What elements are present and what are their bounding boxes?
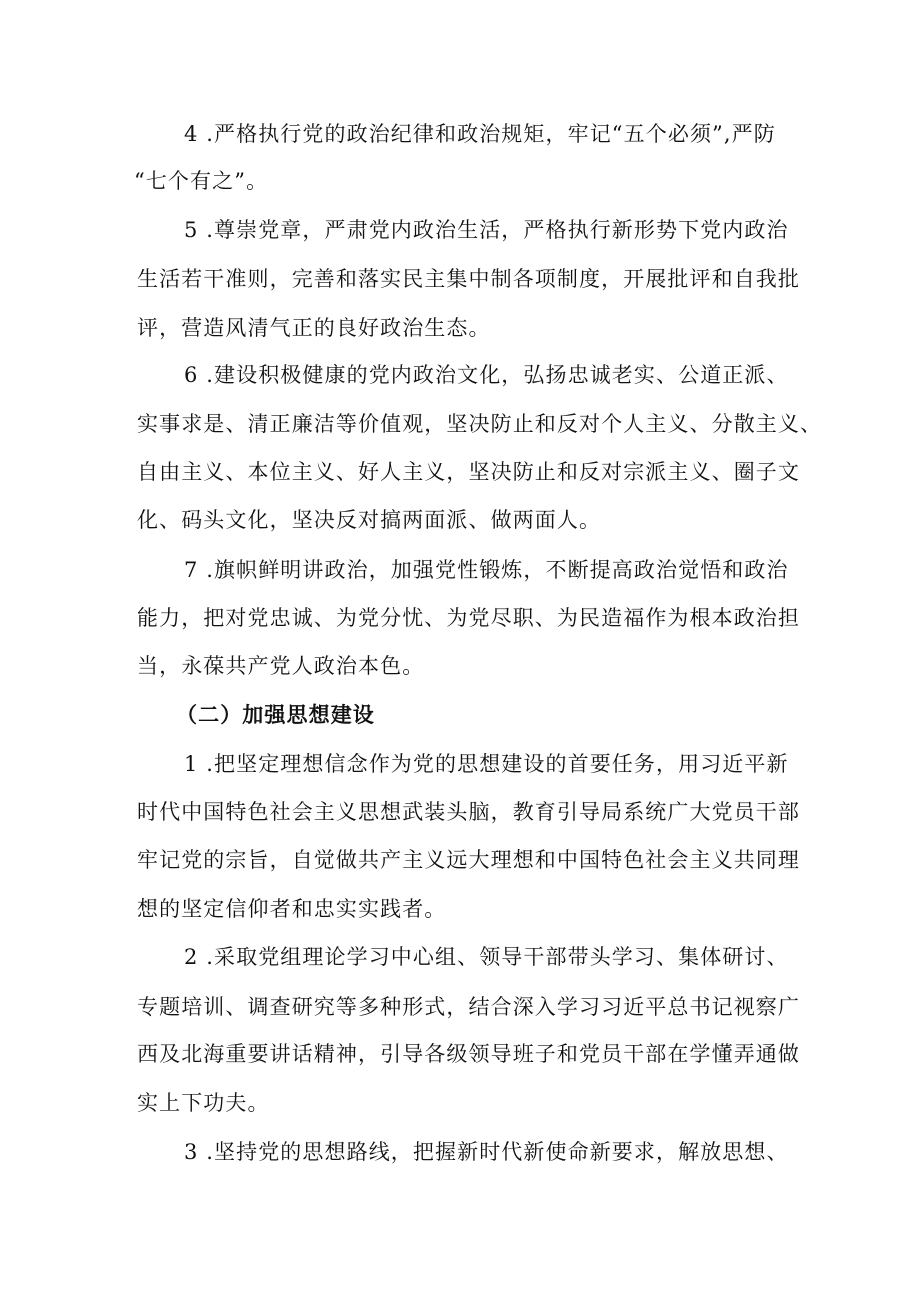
text-line: 6 .建设积极健康的党内政治文化，弘扬忠诚老实、公道正派、 — [184, 363, 789, 387]
text-line: 1 .把坚定理想信念作为党的思想建设的首要任务，用习近平新 — [184, 752, 789, 776]
text-line: 2 .采取党组理论学习中心组、领导干部带头学习、集体研讨、 — [184, 945, 789, 969]
text-line: “七个有之”。 — [134, 169, 269, 193]
text-line: 评，营造风清气正的良好政治生态。 — [137, 316, 491, 340]
text-line: 实上下功夫。 — [137, 1091, 270, 1115]
text-line: 生活若干准则，完善和落实民主集中制各项制度，开展批评和自我批 — [137, 267, 800, 291]
text-line: 4 .严格执行党的政治纪律和政治规矩，牢记“五个必须”,严防 — [184, 122, 776, 146]
text-line: 当，永葆共产党人政治本色。 — [137, 654, 425, 678]
text-line: 化、码头文化，坚决反对搞两面派、做两面人。 — [137, 508, 602, 532]
text-line: 7 .旗帜鲜明讲政治，加强党性锻炼，不断提高政治觉悟和政治 — [184, 558, 789, 582]
text-line: 西及北海重要讲话精神，引导各级领导班子和党员干部在学懂弄通做 — [137, 1042, 800, 1066]
text-line: 能力，把对党忠诚、为党分忧、为党尽职、为民造福作为根本政治担 — [137, 606, 800, 630]
text-line: 5 .尊崇党章，严肃党内政治生活，严格执行新形势下党内政治 — [184, 218, 789, 242]
text-line: 专题培训、调查研究等多种形式，结合深入学习习近平总书记视察广 — [137, 995, 800, 1019]
section-heading: （二）加强思想建设 — [176, 702, 375, 727]
text-line: 自由主义、本位主义、好人主义，坚决防止和反对宗派主义、圈子文 — [137, 460, 800, 484]
text-line: 时代中国特色社会主义思想武装头脑，教育引导局系统广大党员干部 — [137, 800, 800, 824]
text-line: 实事求是、清正廉洁等价值观，坚决防止和反对个人主义、分散主义、 — [137, 412, 823, 436]
text-line: 3 .坚持党的思想路线，把握新时代新使命新要求，解放思想、 — [184, 1140, 789, 1164]
text-line: 想的坚定信仰者和忠实实践者。 — [137, 897, 447, 921]
text-line: 牢记党的宗旨，自觉做共产主义远大理想和中国特色社会主义共同理 — [137, 848, 800, 872]
